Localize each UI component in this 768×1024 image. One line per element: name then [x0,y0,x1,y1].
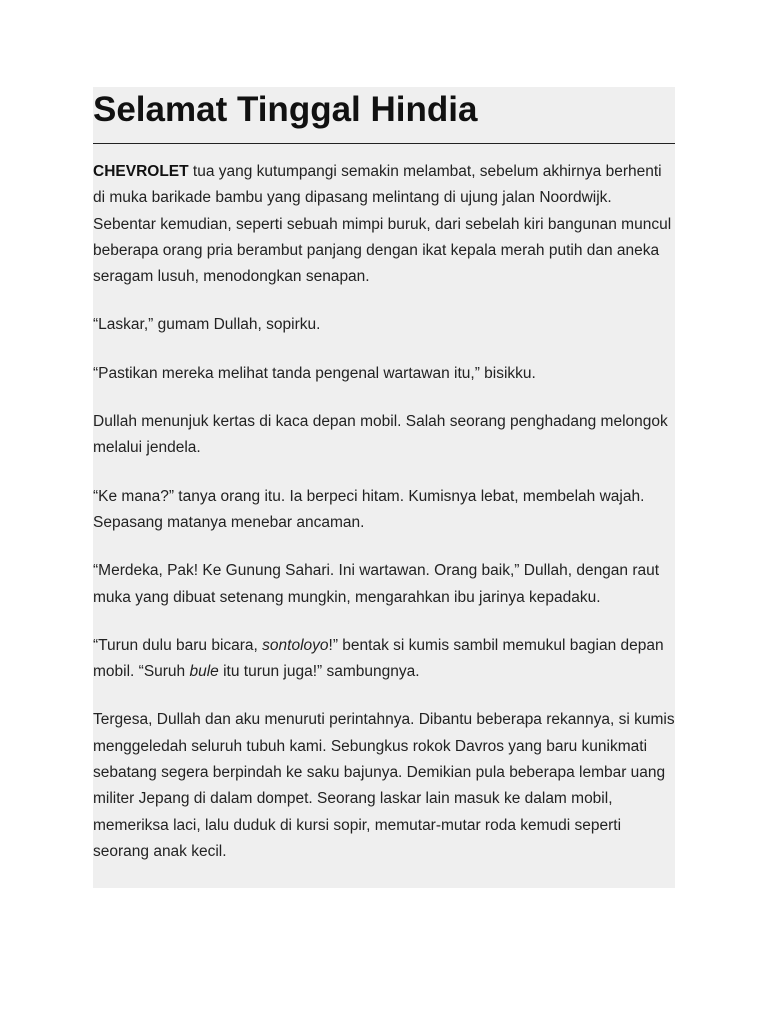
paragraph-3: “Pastikan mereka melihat tanda pengenal wartawan itu,” bisikku. [93,364,536,382]
paragraph-7-part-a: “Turun dulu baru bicara, [93,636,263,654]
italic-word-bule: bule [189,663,219,681]
paragraph-7 [93,633,675,686]
paragraph-2: “Laskar,” gumam Dullah, sopirku. [93,316,321,334]
lead-word: CHEVROLET [93,163,189,180]
paragraph-1-text: tua yang kutumpangi semakin melambat, sebelum akhirnya berhenti di muka barikade bambu yang dipasang melintang di ujung jalan Noordwijk. Sebentar kemudian, seperti sebuah mimpi buruk, dari sebelah kiri bangunan muncul beberapa orang pria berambut panjang dengan ikat kepala merah putih dan aneka seragam lusuh, menodongkan senapan. [93,163,672,286]
paragraph-8: Tergesa, Dullah dan aku menuruti perintahnya. Dibantu beberapa rekannya, si kumis menggeledah seluruh tubuh kami. Sebungkus rokok Davros yang baru kunikmati sebatang segera berpindah ke saku bajunya. Demikian pula beberapa lembar uang militer Jepang di dalam dompet. Seorang laskar lain masuk ke dalam mobil, memeriksa laci, lalu duduk di kursi sopir, memutar-mutar roda kemudi seperti seorang anak kecil. [93,711,675,860]
paragraph-7-part-e: itu turun juga!” sambungnya. [218,663,420,681]
paragraph-6: “Merdeka, Pak! Ke Gunung Sahari. Ini wartawan. Orang baik,” Dullah, dengan raut muka yang dibuat setenang mungkin, mengarahkan ibu jarinya kepadaku. [93,562,660,606]
title-divider [93,143,675,144]
paragraph-5: “Ke mana?” tanya orang itu. Ia berpeci hitam. Kumisnya lebat, membelah wajah. Sepasang matanya menebar ancaman. [93,487,645,531]
italic-word-sontoloyo: sontoloyo [262,636,329,654]
paragraph-4: Dullah menunjuk kertas di kaca depan mobil. Salah seorang penghadang melongok melalui jendela. [93,413,668,457]
article-title: Selamat Tinggal Hindia [93,90,478,129]
article-block [93,87,675,888]
paragraph-7-part-c: !” bentak si kumis sambil memukul bagian depan mobil. “Suruh [93,636,664,681]
paragraph-1 [93,159,675,290]
article-body [93,159,675,887]
